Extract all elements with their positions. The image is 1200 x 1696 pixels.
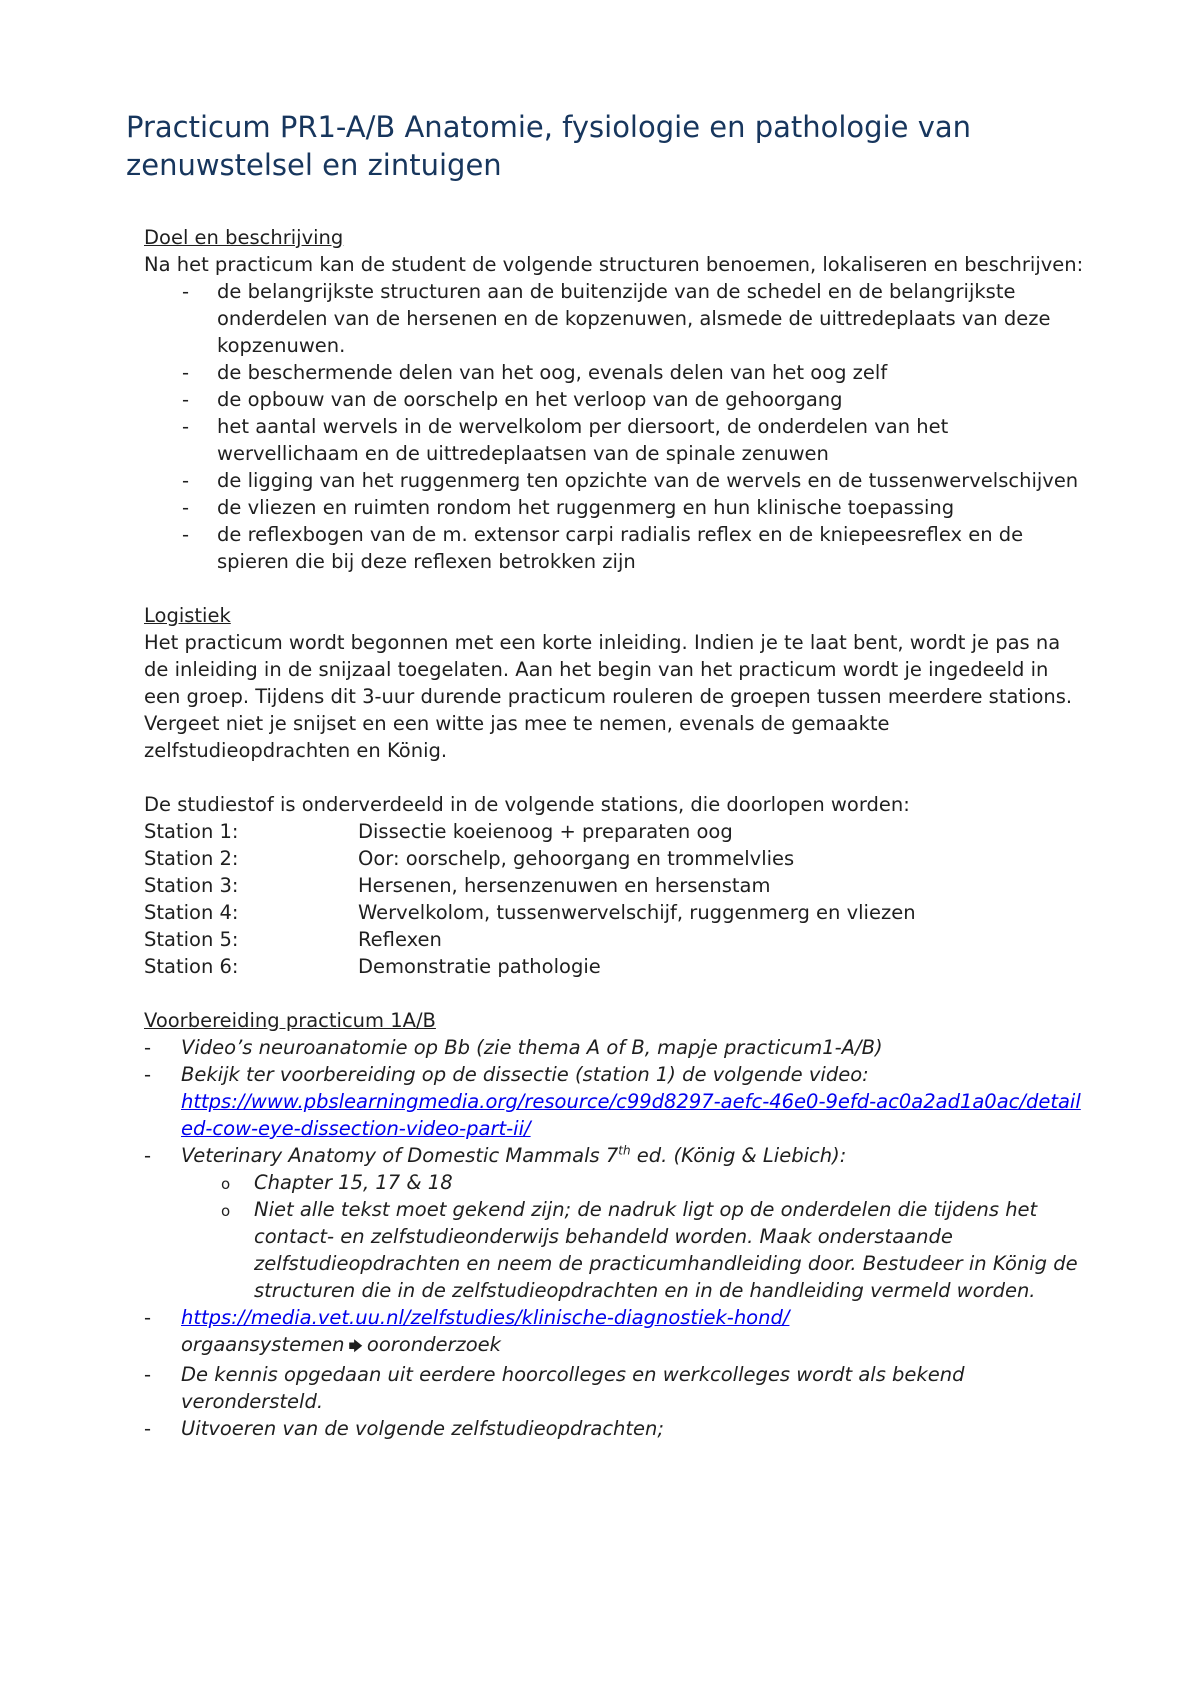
list-item: - Video’s neuroanatomie op Bb (zie thema A of B, mapje practicum1-A/B) xyxy=(144,1034,1084,1061)
sub-list xyxy=(181,1169,1084,1304)
station-row xyxy=(144,872,1084,899)
sub-list-item: o Niet alle tekst moet gekend zijn; de nadruk ligt op de onderdelen die tijdens het contact- en zelfstudieonderwijs behandeld worden. Maak onderstaande zelfstudieopdrachten en neem de practicumhandleiding door. Bestudeer in König de structuren die in de zelfstudieopdrachten en in de handleiding vermeld worden. xyxy=(181,1196,1084,1304)
list-item-text: orgaansystemen xyxy=(181,1333,345,1356)
station-label: Station 5: xyxy=(144,928,239,951)
preparation-list xyxy=(144,1034,1084,1442)
section-heading-doel: Doel en beschrijving xyxy=(144,226,344,249)
list-item: - de ligging van het ruggenmerg ten opzichte van de wervels en de tussenwervelschijven xyxy=(144,467,1084,494)
doel-intro: Na het practicum kan de student de volgende structuren benoemen, lokaliseren en beschrijven: xyxy=(144,253,1084,276)
zelfstudie-link[interactable]: https://media.vet.uu.nl/zelfstudies/klinische-diagnostiek-hond/ xyxy=(181,1306,790,1329)
list-item xyxy=(144,1142,1084,1304)
station-label: Station 4: xyxy=(144,901,239,924)
list-item: - de opbouw van de oorschelp en het verloop van de gehoorgang xyxy=(144,386,1084,413)
list-item: - de vliezen en ruimten rondom het ruggenmerg en hun klinische toepassing xyxy=(144,494,1084,521)
list-item-text: ooronderzoek xyxy=(366,1333,501,1356)
list-item-text: Bekijk ter voorbereiding op de dissectie (station 1) de volgende video: xyxy=(181,1063,869,1086)
video-link[interactable]: https://www.pbslearningmedia.org/resource/c99d8297-aefc-46e0-9efd-ac0a2ad1a0ac/detailed-cow-eye-dissection-video-part-ii/ xyxy=(181,1090,1081,1140)
station-row xyxy=(144,845,1084,872)
list-item-text: Veterinary Anatomy of Domestic Mammals 7 xyxy=(181,1144,619,1167)
sub-list-item: o Chapter 15, 17 & 18 xyxy=(181,1169,1084,1196)
station-desc: Dissectie koeienoog + preparaten oog xyxy=(358,820,733,843)
logistiek-paragraph: Het practicum wordt begonnen met een korte inleiding. Indien je te laat bent, wordt je pas na de inleiding in de snijzaal toegelaten. Aan het begin van het practicum wordt je ingedeeld in een groep. Tijdens dit 3-uur durende practicum rouleren de groepen tussen meerdere stations. Vergeet niet je snijset en een witte jas mee te nemen, evenals de gemaakte zelfstudieopdrachten en König. xyxy=(144,631,1073,762)
superscript: th xyxy=(618,1143,631,1158)
list-item: - het aantal wervels in de wervelkolom per diersoort, de onderdelen van het wervellichaam en de uittredeplaatsen van de spinale zenuwen xyxy=(144,413,1084,467)
list-item xyxy=(144,1061,1084,1142)
list-item: - Uitvoeren van de volgende zelfstudieopdrachten; xyxy=(144,1415,1084,1442)
arrow-right-icon: 🡆 xyxy=(348,1339,363,1355)
station-label: Station 1: xyxy=(144,820,239,843)
station-row xyxy=(144,899,1084,926)
station-desc: Reflexen xyxy=(358,928,442,951)
document-body xyxy=(144,224,1084,1442)
station-row xyxy=(144,818,1084,845)
station-label: Station 2: xyxy=(144,847,239,870)
station-label: Station 6: xyxy=(144,955,239,978)
document-title: Practicum PR1-A/B Anatomie, fysiologie en pathologie van zenuwstelsel en zintuigen xyxy=(126,110,972,182)
section-heading-voorbereiding: Voorbereiding practicum 1A/B xyxy=(144,1009,436,1032)
objectives-list xyxy=(144,278,1084,575)
list-item: - De kennis opgedaan uit eerdere hoorcolleges en werkcolleges wordt als bekend verondersteld. xyxy=(144,1361,1084,1415)
station-desc: Oor: oorschelp, gehoorgang en trommelvlies xyxy=(358,847,795,870)
list-item: - de belangrijkste structuren aan de buitenzijde van de schedel en de belangrijkste onderdelen van de hersenen en de kopzenuwen, alsmede de uittredeplaats van deze kopzenuwen. xyxy=(144,278,1084,359)
station-desc: Hersenen, hersenzenuwen en hersenstam xyxy=(358,874,771,897)
station-row xyxy=(144,926,1084,953)
section-heading-logistiek: Logistiek xyxy=(144,604,231,627)
station-row xyxy=(144,953,1084,980)
list-item-text: ed. (König & Liebich): xyxy=(630,1144,847,1167)
station-desc: Demonstratie pathologie xyxy=(358,955,601,978)
stations-table xyxy=(144,818,1084,980)
list-item: - de reflexbogen van de m. extensor carpi radialis reflex en de kniepeesreflex en de spieren die bij deze reflexen betrokken zijn xyxy=(144,521,1084,575)
station-desc: Wervelkolom, tussenwervelschijf, ruggenmerg en vliezen xyxy=(358,901,916,924)
stations-intro: De studiestof is onderverdeeld in de volgende stations, die doorlopen worden: xyxy=(144,793,910,816)
list-item: - de beschermende delen van het oog, evenals delen van het oog zelf xyxy=(144,359,1084,386)
list-item xyxy=(144,1304,1084,1361)
station-label: Station 3: xyxy=(144,874,239,897)
